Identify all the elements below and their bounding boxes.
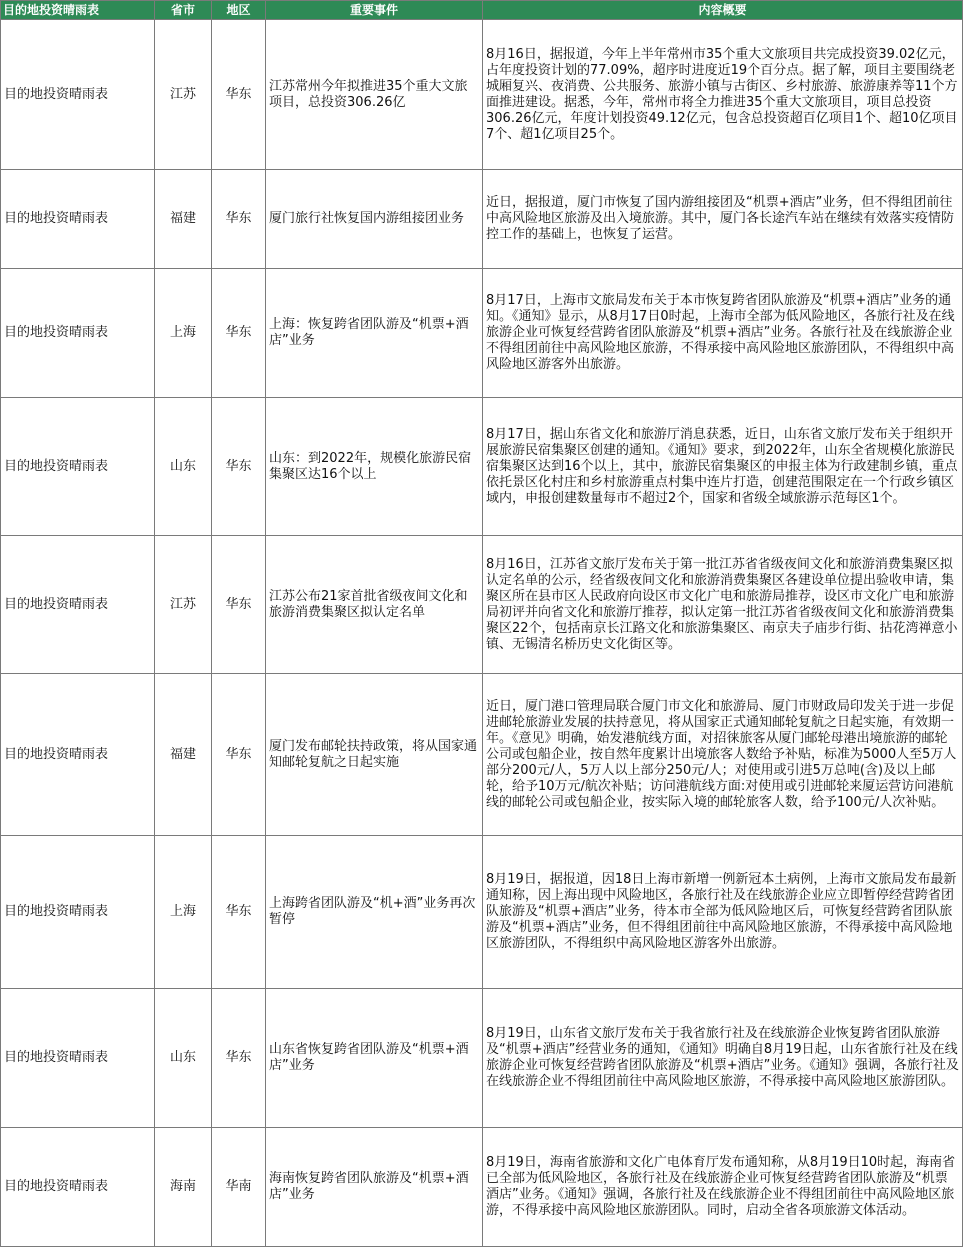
cell-summary: 近日，厦门港口管理局联合厦门市文化和旅游局、厦门市财政局印发关于进一步促进邮轮旅游业发展的扶持意见，将从国家正式通知邮轮复航之日起实施，有效期一年。《意见》明确，始发港航线方面，对招徕旅客从厦门邮轮母港出境旅游的邮轮公司或包船企业，按自然年度累计出境旅客人数给予补贴，标准为5000人至5万人部分200元/人，5万人以上部分250元/人；对使用或引进5万总吨(含)及以上邮轮，给予10万元/航次补贴；访问港航线方面:对使用或引进邮轮来厦运营访问港航线的邮轮公司或包船企业，按实际入境的邮轮旅客人数，给予100元/人次补贴。 bbox=[483, 674, 963, 836]
cell-region: 华南 bbox=[212, 1128, 266, 1247]
table-row bbox=[1, 20, 963, 170]
table-row bbox=[1, 170, 963, 269]
cell-summary: 8月17日，上海市文旅局发布关于本市恢复跨省团队旅游及“机票+酒店”业务的通知。《通知》显示，从8月17日0时起，上海市全部为低风险地区，各旅行社及在线旅游企业可恢复经营跨省团队旅游及“机票+酒店”业务。各旅行社及在线旅游企业不得组团前往中高风险地区旅游，不得承接中高风险地区旅游团队，不得组织中高风险地区游客外出旅游。 bbox=[483, 269, 963, 398]
header-event: 重要事件 bbox=[266, 1, 483, 20]
cell-region: 华东 bbox=[212, 269, 266, 398]
cell-province: 上海 bbox=[155, 269, 212, 398]
cell-region: 华东 bbox=[212, 536, 266, 674]
cell-region: 华东 bbox=[212, 398, 266, 536]
cell-province: 江苏 bbox=[155, 20, 212, 170]
cell-destination: 目的地投资晴雨表 bbox=[1, 269, 155, 398]
header-summary: 内容概要 bbox=[483, 1, 963, 20]
table-row bbox=[1, 836, 963, 989]
cell-destination: 目的地投资晴雨表 bbox=[1, 836, 155, 989]
cell-event: 山东：到2022年，规模化旅游民宿集聚区达16个以上 bbox=[266, 398, 483, 536]
cell-region: 华东 bbox=[212, 674, 266, 836]
cell-destination: 目的地投资晴雨表 bbox=[1, 170, 155, 269]
header-region: 地区 bbox=[212, 1, 266, 20]
cell-province: 山东 bbox=[155, 398, 212, 536]
cell-destination: 目的地投资晴雨表 bbox=[1, 536, 155, 674]
cell-event: 江苏常州今年拟推进35个重大文旅项目，总投资306.26亿 bbox=[266, 20, 483, 170]
cell-province: 山东 bbox=[155, 989, 212, 1128]
cell-region: 华东 bbox=[212, 836, 266, 989]
cell-summary: 8月16日，据报道，今年上半年常州市35个重大文旅项目共完成投资39.02亿元，占年度投资计划的77.09%，超序时进度近19个百分点。据了解，项目主要围绕老城厢复兴、夜消费、公共服务、旅游小镇与古街区、乡村旅游、旅游康养等11个方面推进建设。据悉，今年，常州市将全力推进35个重大文旅项目，项目总投资306.26亿元，年度计划投资49.12亿元，包含总投资超百亿项目1个、超10亿项目7个、超1亿项目25个。 bbox=[483, 20, 963, 170]
cell-event: 上海：恢复跨省团队游及“机票+酒店”业务 bbox=[266, 269, 483, 398]
cell-region: 华东 bbox=[212, 20, 266, 170]
cell-destination: 目的地投资晴雨表 bbox=[1, 989, 155, 1128]
cell-summary: 近日，据报道，厦门市恢复了国内游组接团及“机票+酒店”业务，但不得组团前往中高风险地区旅游及出入境旅游。其中，厦门各长途汽车站在继续有效落实疫情防控工作的基础上，也恢复了运营。 bbox=[483, 170, 963, 269]
cell-event: 厦门旅行社恢复国内游组接团业务 bbox=[266, 170, 483, 269]
table-row bbox=[1, 536, 963, 674]
cell-destination: 目的地投资晴雨表 bbox=[1, 1128, 155, 1247]
table-row bbox=[1, 1128, 963, 1247]
header-destination: 目的地投资晴雨表 bbox=[1, 1, 155, 20]
cell-event: 山东省恢复跨省团队游及“机票+酒店”业务 bbox=[266, 989, 483, 1128]
cell-event: 江苏公布21家首批省级夜间文化和旅游消费集聚区拟认定名单 bbox=[266, 536, 483, 674]
cell-province: 上海 bbox=[155, 836, 212, 989]
cell-summary: 8月19日，山东省文旅厅发布关于我省旅行社及在线旅游企业恢复跨省团队旅游及“机票+酒店”经营业务的通知，《通知》明确自8月19日起，山东省旅行社及在线旅游企业可恢复经营跨省团队旅游及“机票+酒店”业务。《通知》强调，各旅行社及在线旅游企业不得组团前往中高风险地区旅游，不得承接中高风险地区旅游团队。 bbox=[483, 989, 963, 1128]
cell-region: 华东 bbox=[212, 989, 266, 1128]
cell-summary: 8月17日，据山东省文化和旅游厅消息获悉，近日，山东省文旅厅发布关于组织开展旅游民宿集聚区创建的通知。《通知》要求，到2022年，山东全省规模化旅游民宿集聚区达到16个以上，其中，旅游民宿集聚区的申报主体为行政建制乡镇，重点依托景区化村庄和乡村旅游重点村集中连片打造，创建范围限定在一个行政乡镇区域内，申报创建数量每市不超过2个，国家和省级全域旅游示范每区1个。 bbox=[483, 398, 963, 536]
header-province: 省市 bbox=[155, 1, 212, 20]
table-header-row bbox=[1, 1, 963, 20]
cell-region: 华东 bbox=[212, 170, 266, 269]
cell-event: 上海跨省团队游及“机+酒”业务再次暂停 bbox=[266, 836, 483, 989]
table-row bbox=[1, 269, 963, 398]
cell-destination: 目的地投资晴雨表 bbox=[1, 398, 155, 536]
cell-destination: 目的地投资晴雨表 bbox=[1, 20, 155, 170]
table-row bbox=[1, 398, 963, 536]
cell-event: 厦门发布邮轮扶持政策，将从国家通知邮轮复航之日起实施 bbox=[266, 674, 483, 836]
cell-summary: 8月19日，据报道，因18日上海市新增一例新冠本土病例，上海市文旅局发布最新通知称，因上海出现中风险地区，各旅行社及在线旅游企业应立即暂停经营跨省团队旅游及“机票+酒店”业务，待本市全部为低风险地区后，可恢复经营跨省团队旅游及“机票+酒店”业务，但不得组团前往中高风险地区旅游，不得承接中高风险地区旅游团队，不得组织中高风险地区游客外出旅游。 bbox=[483, 836, 963, 989]
table-row bbox=[1, 674, 963, 836]
cell-summary: 8月16日，江苏省文旅厅发布关于第一批江苏省省级夜间文化和旅游消费集聚区拟认定名单的公示，经省级夜间文化和旅游消费集聚区各建设单位提出验收申请，集聚区所在县市区人民政府向设区市文化广电和旅游局推荐，设区市文化广电和旅游局初评并向省文化和旅游厅推荐，拟认定第一批江苏省省级夜间文化和旅游消费集聚区22个，包括南京长江路文化和旅游集聚区、南京夫子庙步行街、拈花湾禅意小镇、无锡清名桥历史文化街区等。 bbox=[483, 536, 963, 674]
cell-province: 江苏 bbox=[155, 536, 212, 674]
cell-event: 海南恢复跨省团队旅游及“机票+酒店”业务 bbox=[266, 1128, 483, 1247]
cell-province: 福建 bbox=[155, 674, 212, 836]
table-row bbox=[1, 989, 963, 1128]
cell-province: 海南 bbox=[155, 1128, 212, 1247]
cell-province: 福建 bbox=[155, 170, 212, 269]
cell-summary: 8月19日，海南省旅游和文化广电体育厅发布通知称，从8月19日10时起，海南省已全部为低风险地区，各旅行社及在线旅游企业可恢复经营跨省团队旅游及“机票 酒店”业务。《通知》强调，各旅行社及在线旅游企业不得组团前往中高风险地区旅游，不得承接中高风险地区旅游团队。同时，启动全省各项旅游文体活动。 bbox=[483, 1128, 963, 1247]
cell-destination: 目的地投资晴雨表 bbox=[1, 674, 155, 836]
